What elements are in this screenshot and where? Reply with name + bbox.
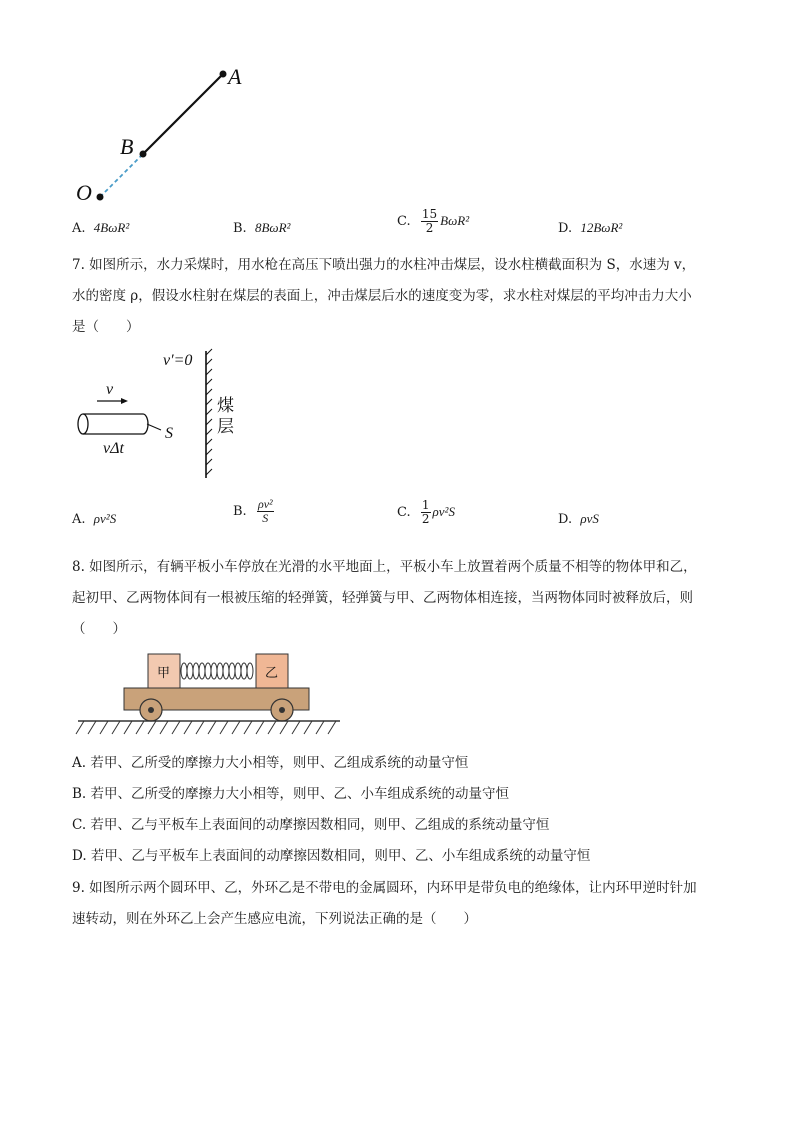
ground-hatching xyxy=(76,721,336,734)
q6-option-d[interactable]: D. 12BωR² xyxy=(558,220,623,236)
q7-option-a[interactable]: A. ρv²S xyxy=(72,511,117,527)
s-label: S xyxy=(165,425,173,442)
q8-line-3: （ ） xyxy=(72,621,126,637)
q9-line-1: 9. 如图所示两个圆环甲、乙，外环乙是不带电的金属圆环，内环甲是带负电的绝缘体，让内环甲逆时针加 xyxy=(72,880,697,896)
rod-ba xyxy=(143,74,223,154)
q9-line-2: 速转动，则在外环乙上会产生感应电流，下列说法正确的是（ ） xyxy=(72,911,477,927)
spring xyxy=(181,663,253,679)
q6-option-c[interactable]: C. $\frac{15}{2}$ BωR² xyxy=(397,207,470,235)
q8-option-b[interactable]: B. 若甲、乙所受的摩擦力大小相等，则甲、乙、小车组成系统的动量守恒 xyxy=(72,786,510,802)
coal-label-2: 层 xyxy=(217,417,234,437)
label-b: B xyxy=(120,134,134,159)
q8-option-d[interactable]: D. 若甲、乙与平板车上表面间的动摩擦因数相同，则甲、乙、小车组成系统的动量守恒 xyxy=(72,848,591,864)
vdt-label: vΔt xyxy=(103,440,124,457)
q6-option-a[interactable]: A. 4BωR² xyxy=(72,220,130,236)
water-jet-figure xyxy=(70,345,250,485)
q7-option-c[interactable]: C. $\frac{1}{2}$ ρv²S xyxy=(397,498,455,526)
q8-line-2: 起初甲、乙两物体间有一根被压缩的轻弹簧，轻弹簧与甲、乙两物体相连接，当两物体同时被释放后，则 xyxy=(72,590,693,606)
label-o: O xyxy=(76,180,92,205)
wheel-hub-left xyxy=(148,707,154,713)
label-a: A xyxy=(228,64,242,89)
dashed-ob xyxy=(100,154,143,197)
q7-option-d[interactable]: D. ρvS xyxy=(558,511,599,527)
rod-figure xyxy=(70,58,270,208)
coal-label-1: 煤 xyxy=(217,396,234,416)
q8-option-c[interactable]: C. 若甲、乙与平板车上表面间的动摩擦因数相同，则甲、乙组成的系统动量守恒 xyxy=(72,817,550,833)
q6-option-b[interactable]: B. 8BωR² xyxy=(233,220,291,236)
q7-line-2: 水的密度 ρ，假设水柱射在煤层的表面上，冲击煤层后水的速度变为零，求水柱对煤层的平均冲击力大小 xyxy=(72,288,692,304)
q8-line-1: 8. 如图所示，有辆平板小车停放在光滑的水平地面上，平板小车上放置着两个质量不相等的物体甲和乙， xyxy=(72,559,697,575)
v-label: v xyxy=(106,381,114,398)
block-yi-label: 乙 xyxy=(265,666,279,681)
cart-figure xyxy=(74,650,344,742)
water-cylinder xyxy=(78,414,148,434)
q8-option-a[interactable]: A. 若甲、乙所受的摩擦力大小相等，则甲、乙组成系统的动量守恒 xyxy=(72,755,469,771)
q7-line-1: 7. 如图所示，水力采煤时，用水枪在高压下喷出强力的水柱冲击煤层，设水柱横截面积为 S，水速为 v， xyxy=(72,257,696,273)
q7-option-b[interactable]: B. $\frac{\text{ρv²}}{S}$ xyxy=(233,497,273,525)
point-a xyxy=(220,71,227,78)
velocity-arrow-head xyxy=(121,398,128,404)
point-o xyxy=(97,194,104,201)
s-pointer xyxy=(147,424,161,430)
wheel-hub-right xyxy=(279,707,285,713)
point-b xyxy=(140,151,147,158)
v-prime-label: v′=0 xyxy=(163,352,193,369)
block-jia-label: 甲 xyxy=(157,666,171,681)
q7-line-3: 是（ ） xyxy=(72,319,140,335)
coal-wall-hatching xyxy=(206,349,212,475)
